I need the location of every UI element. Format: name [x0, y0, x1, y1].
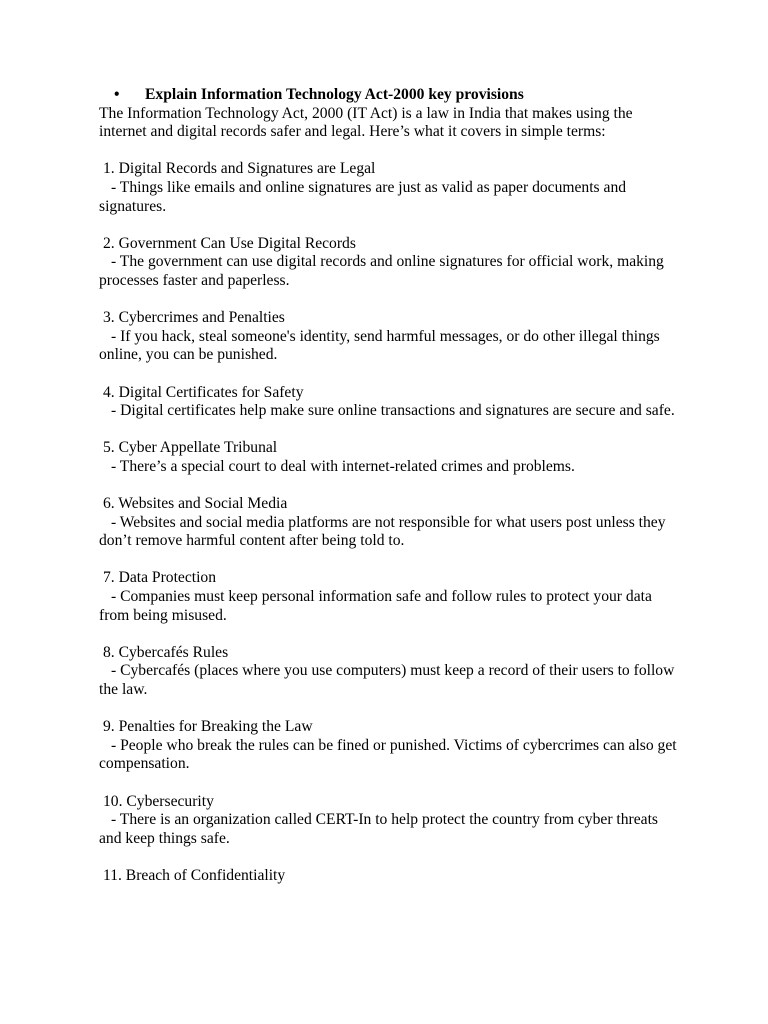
list-item — [99, 384, 679, 421]
heading-row — [114, 86, 679, 105]
list-item — [99, 644, 679, 700]
list-item — [99, 569, 679, 625]
list-item — [99, 235, 679, 291]
list-item — [99, 867, 679, 886]
list-item — [99, 793, 679, 849]
provision-title: 7. Data Protection — [103, 569, 217, 587]
provision-title: 4. Digital Certificates for Safety — [103, 383, 304, 401]
provision-title: 1. Digital Records and Signatures are Legal — [103, 160, 376, 178]
provision-title: 10. Cybersecurity — [103, 792, 214, 810]
list-item — [99, 495, 679, 551]
provision-description: - If you hack, steal someone's identity, send harmful messages, or do other illegal things online, you can be punished. — [99, 327, 660, 364]
provision-description: - Digital certificates help make sure online transactions and signatures are secure and safe. — [111, 402, 675, 420]
provision-description: - Websites and social media platforms are not responsible for what users post unless they don’t remove harmful content after being told to. — [99, 513, 666, 550]
provision-title: 2. Government Can Use Digital Records — [103, 234, 356, 252]
provision-title: 9. Penalties for Breaking the Law — [103, 718, 313, 736]
list-item — [99, 439, 679, 476]
provision-title: 5. Cyber Appellate Tribunal — [103, 439, 278, 457]
bullet-icon: • — [114, 86, 120, 103]
document-content — [99, 86, 679, 904]
provision-description: - The government can use digital records and online signatures for official work, making processes faster and paperless. — [99, 253, 664, 289]
provision-description: - There is an organization called CERT-In to help protect the country from cyber threats and keep things safe. — [99, 811, 658, 847]
provision-title: 8. Cybercafés Rules — [103, 643, 229, 661]
list-item — [99, 160, 679, 216]
list-item — [99, 309, 679, 365]
provision-description: - Companies must keep personal information safe and follow rules to protect your data from being misused. — [99, 588, 652, 624]
provisions-list — [99, 160, 679, 885]
page-heading: Explain Information Technology Act-2000 key provisions — [145, 86, 524, 103]
provision-title: 6. Websites and Social Media — [103, 495, 288, 513]
list-item — [99, 718, 679, 774]
provision-title: 3. Cybercrimes and Penalties — [103, 309, 285, 327]
provision-description: - People who break the rules can be fined or punished. Victims of cybercrimes can also get compensation. — [99, 736, 677, 773]
provision-description: - Cybercafés (places where you use computers) must keep a record of their users to follow the law. — [99, 662, 675, 698]
provision-description: - Things like emails and online signatures are just as valid as paper documents and signatures. — [99, 178, 627, 215]
provision-description: - There’s a special court to deal with internet-related crimes and problems. — [111, 457, 575, 475]
intro-paragraph: The Information Technology Act, 2000 (IT Act) is a law in India that makes using the internet and digital records safer and legal. Here’s what it covers in simple terms: — [99, 104, 633, 141]
provision-title: 11. Breach of Confidentiality — [103, 866, 286, 884]
